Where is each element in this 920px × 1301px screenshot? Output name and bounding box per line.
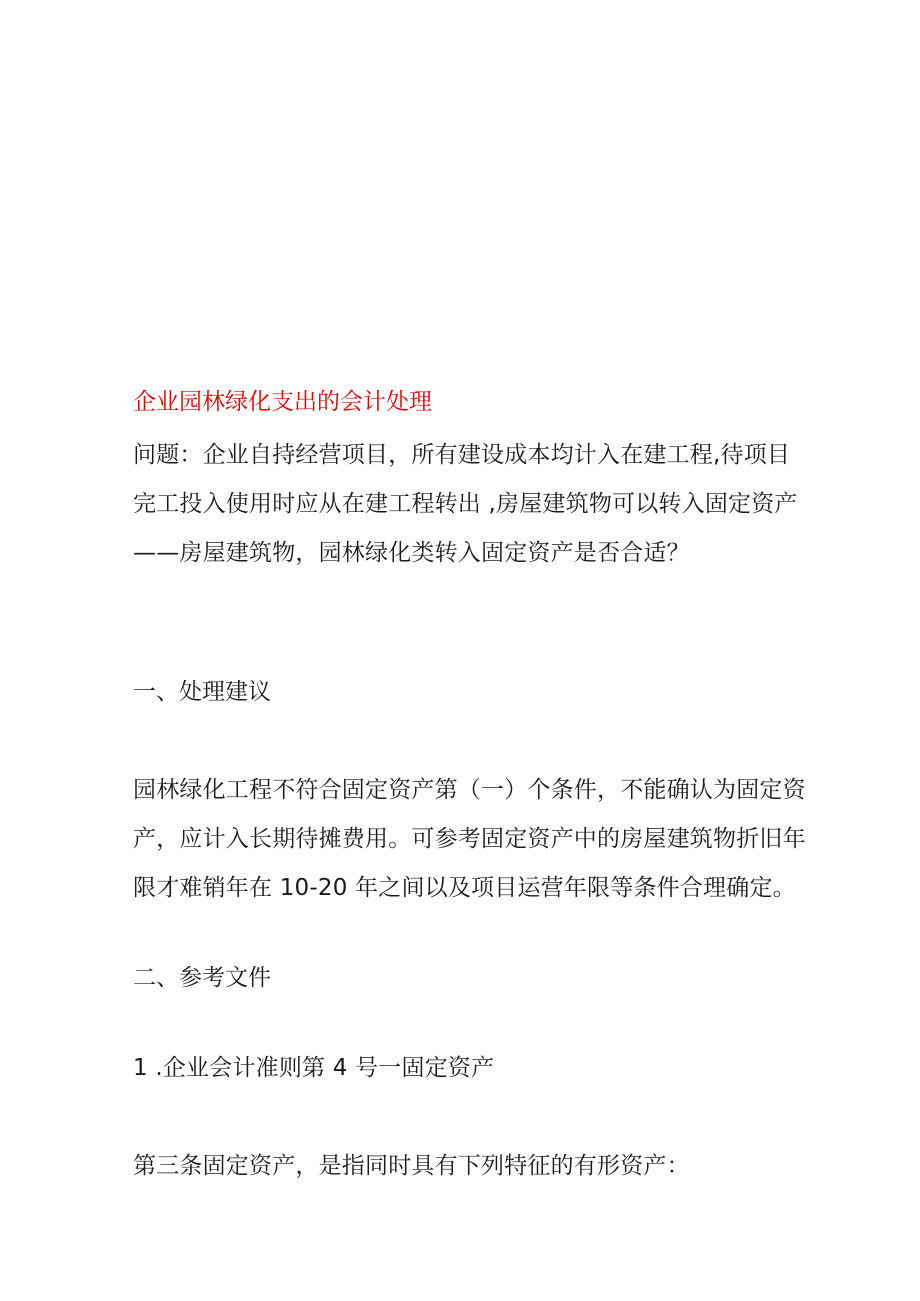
suggestion-line-2: 产，应计入长期待摊费用。可参考固定资产中的房屋建筑物折旧年 bbox=[133, 826, 806, 852]
document-title: 企业园林绿化支出的会计处理 bbox=[133, 389, 432, 415]
suggestion-line-1: 园林绿化工程不符合固定资产第（一）个条件，不能确认为固定资 bbox=[133, 777, 806, 803]
question-line-2: 完工投入使用时应从在建工程转出 ,房屋建筑物可以转入固定资产 bbox=[133, 491, 798, 517]
section-heading-suggestion: 一、处理建议 bbox=[133, 679, 271, 705]
section-heading-references: 二、参考文件 bbox=[133, 965, 271, 991]
article-text: 第三条固定资产，是指同时具有下列特征的有形资产： bbox=[133, 1153, 690, 1179]
question-line-3: ——房屋建筑物，园林绿化类转入固定资产是否合适？ bbox=[133, 540, 690, 566]
suggestion-line-3: 限才难销年在 10-20 年之间以及项目运营年限等条件合理确定。 bbox=[133, 875, 796, 901]
reference-item: 1 .企业会计准则第 4 号一固定资产 bbox=[133, 1055, 495, 1081]
question-line-1: 问题：企业自持经营项目，所有建设成本均计入在建工程,待项目 bbox=[133, 442, 791, 468]
